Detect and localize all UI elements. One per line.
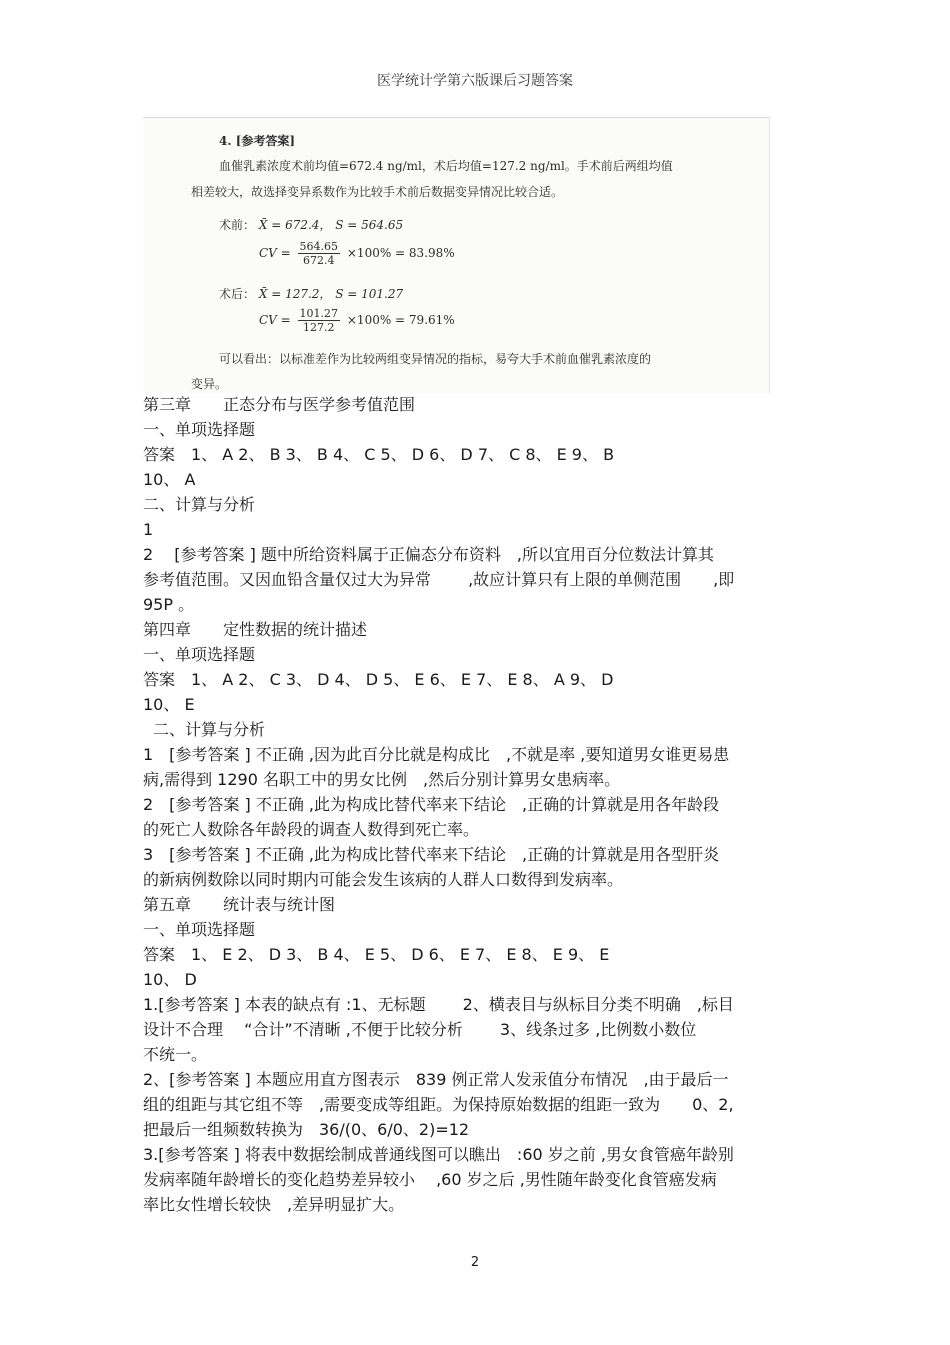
- text-line: 1.[参考答案 ] 本表的缺点有 :1、无标题 2、横表目与纵标目分类不明确 ,标目: [143, 995, 734, 1014]
- pre-cv-numerator: 564.65: [299, 240, 339, 253]
- post-cv-result: ×100% = 79.61%: [346, 313, 455, 327]
- answer-key-cont: 10、 E: [143, 695, 195, 714]
- answer-key: 答案 1、 A 2、 B 3、 B 4、 C 5、 D 6、 D 7、 C 8、 E 9、 B: [143, 445, 615, 464]
- pre-cv-prefix: CV =: [259, 246, 291, 260]
- pre-cv-denominator: 672.4: [303, 254, 335, 267]
- post-cv-fraction: [298, 307, 341, 334]
- text-line: 的新病例数除以同时期内可能会发生该病的人群人口数得到发病率。: [143, 870, 624, 889]
- pre-cv-fraction: [298, 240, 341, 267]
- post-label: 术后：: [219, 287, 256, 301]
- pre-label: 术前：: [219, 218, 256, 232]
- scan-post-stats: [219, 285, 403, 302]
- text-line: 2 [参考答案 ] 不正确 ,此为构成比替代率来下结论 ,正确的计算就是用各年龄段: [143, 795, 720, 814]
- scanned-answer-image: [143, 117, 770, 393]
- text-line: 1 [参考答案 ] 不正确 ,因为此百分比就是构成比 ,不就是率 ,要知道男女谁更易患: [143, 745, 730, 764]
- section-heading: 二、计算与分析: [153, 720, 266, 739]
- answer-key-cont: 10、 D: [143, 970, 197, 989]
- text-line: 组的组距与其它组不等 ,需要变成等组距。为保持原始数据的组距一致为 0、2,: [143, 1095, 734, 1114]
- text-line: 2 [参考答案 ] 题中所给资料属于正偏态分布资料 ,所以宜用百分位数法计算其: [143, 545, 715, 564]
- post-cv-numerator: 101.27: [299, 307, 339, 320]
- text-line: 设计不合理 “合计”不清晰 ,不便于比较分析 3、线条过多 ,比例数小数位: [143, 1020, 697, 1039]
- scan-pre-stats: [219, 216, 403, 233]
- text-line: 的死亡人数除各年龄段的调查人数得到死亡率。: [143, 820, 480, 839]
- text-line: 3.[参考答案 ] 将表中数据绘制成普通线图可以瞧出 :60 岁之前 ,男女食管癌年龄别: [143, 1145, 734, 1164]
- page-header: 医学统计学第六版课后习题答案: [377, 73, 573, 89]
- chapter-4-title: 第四章 定性数据的统计描述: [143, 620, 368, 639]
- scan-line-2: 相差较大，故选择变异系数作为比较手术前后数据变异情况比较合适。: [191, 185, 564, 199]
- scan-heading: 4. [参考答案]: [219, 134, 296, 148]
- answer-body: [143, 392, 813, 1217]
- chapter-5-title: 第五章 统计表与统计图: [143, 895, 336, 914]
- post-cv-prefix: CV =: [259, 313, 291, 327]
- section-heading: 一、单项选择题: [143, 645, 256, 664]
- scan-post-cv: [259, 307, 455, 334]
- text-line: 参考值范围。又因血铅含量仅过大为异常 ,故应计算只有上限的单侧范围 ,即: [143, 570, 735, 589]
- chapter-3-title: 第三章 正态分布与医学参考值范围: [143, 395, 416, 414]
- pre-stats: X̄ = 672.4， S = 564.65: [258, 218, 404, 232]
- answer-key: 答案 1、 A 2、 C 3、 D 4、 D 5、 E 6、 E 7、 E 8、 A 9、 D: [143, 670, 614, 689]
- answer-key: 答案 1、 E 2、 D 3、 B 4、 E 5、 D 6、 E 7、 E 8、 E 9、 E: [143, 945, 610, 964]
- section-heading: 二、计算与分析: [143, 495, 256, 514]
- text-line: 3 [参考答案 ] 不正确 ,此为构成比替代率来下结论 ,正确的计算就是用各型肝炎: [143, 845, 720, 864]
- text-line: 发病率随年龄增长的变化趋势差异较小 ,60 岁之后 ,男性随年龄变化食管癌发病: [143, 1170, 717, 1189]
- answer-key-cont: 10、 A: [143, 470, 196, 489]
- section-heading: 一、单项选择题: [143, 920, 256, 939]
- text-line: 率比女性增长较快 ,差异明显扩大。: [143, 1195, 405, 1214]
- post-stats: X̄ = 127.2， S = 101.27: [258, 287, 404, 301]
- section-heading: 一、单项选择题: [143, 420, 256, 439]
- scan-line-1: 血催乳素浓度术前均值=672.4 ng/ml，术后均值=127.2 ng/ml。手术前后两组均值: [219, 159, 673, 173]
- text-line: 95P 。: [143, 595, 195, 614]
- scan-conclusion-2: 变异。: [191, 377, 228, 391]
- pre-cv-result: ×100% = 83.98%: [346, 246, 455, 260]
- scan-conclusion-1: 可以看出：以标准差作为比较两组变异情况的指标，易夸大手术前血催乳素浓度的: [219, 352, 652, 366]
- text-line: 病,需得到 1290 名职工中的男女比例 ,然后分别计算男女患病率。: [143, 770, 621, 789]
- post-cv-denominator: 127.2: [303, 321, 335, 334]
- page-number: 2: [470, 1255, 480, 1270]
- text-line: 2、[参考答案 ] 本题应用直方图表示 839 例正常人发汞值分布情况 ,由于最后一: [143, 1070, 729, 1089]
- text-line: 不统一。: [143, 1045, 208, 1064]
- scan-pre-cv: [259, 240, 455, 267]
- text-line: 1: [143, 520, 154, 539]
- text-line: 把最后一组频数转换为 36/(0、6/0、2)=12: [143, 1120, 470, 1139]
